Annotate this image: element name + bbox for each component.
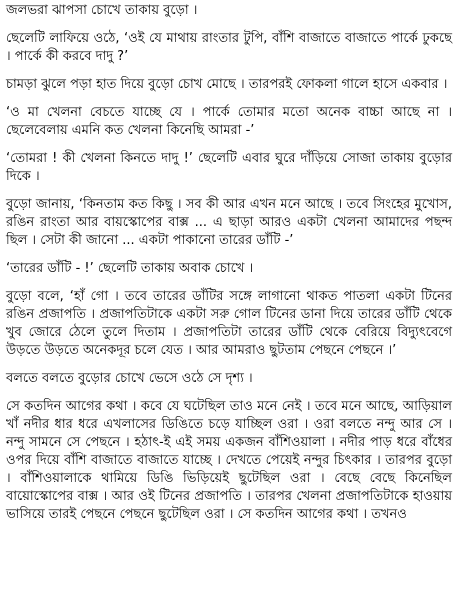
paragraph-8: বুড়ো বলে, ‘হাঁ গো । তবে তারের ডাঁটির সঙ্গে লাগানো থাকত পাতলা একটা টিনের রঙিন প্রজাপতি । প্রজাপতিটাকে একটা সরু গোল টিনের ডানা দিয়ে তারের ডাঁটি থেকে খুব জোরে ঠেলে তুলে দিতাম । প্রজাপতিটা তারের ডাঁটি থেকে বেরিয়ে বিদ্যুৎবেগে উড়তে উড়তে অনেকদূর চলে যেত । আর আমরাও ছুটতাম পেছনে পেছনে ।’ <box>6 289 452 358</box>
paragraph-5: ‘তোমরা ! কী খেলনা কিনতে দাদু !’ ছেলেটি এবার ঘুরে দাঁড়িয়ে সোজা তাকায় বুড়োর দিকে । <box>6 151 452 184</box>
paragraph-4: ‘ও মা খেলনা বেচতে যাচ্ছে যে । পার্কে তোমার মতো অনেক বাচ্চা আছে না । ছেলেবেলায় এমনি কত খেলনা কিনেছি আমরা -’ <box>6 105 452 138</box>
paragraph-9: বলতে বলতে বুড়োর চোখে ভেসে ওঠে সে দৃশ্য । <box>6 371 253 386</box>
paragraph-10: সে কতদিন আগের কথা । কবে যে ঘটেছিল তাও মনে নেই । তবে মনে আছে, আড়িয়াল খাঁ নদীর ধার ধরে এখলাসের ডিঙিতে চড়ে যাচ্ছিল ওরা । ওরা বলতে নন্দু আর সে । নন্দু সামনে সে পেছনে । হঠাৎ-ই এই সময় একজন বাঁশিওয়ালা । নদীর পাড় ধরে বাঁধের ওপর দিয়ে বাঁশি বাজাতে বাজাতে যাচ্ছে । দেখতে পেয়েই নন্দুর চিৎকার । তারপর বুড়ো । বাঁশিওয়ালাকে থামিয়ে ডিঙি ভিড়িয়েই ছুটেছিল ওরা । বেছে বেছে কিনেছিল বায়োস্কোপের বাক্স । আর ওই টিনের প্রজাপতি । তারপর খেলনা প্রজাপতিটাকে হাওয়ায় ভাসিয়ে তারই পেছনে পেছনে ছুটেছিল ওরা । সে কতদিন আগের কথা । তখনও <box>6 399 452 522</box>
paragraph-6: বুড়ো জানায়, ‘কিনতাম কত কিছু । সব কী আর এখন মনে আছে । তবে সিংহের মুখোস, রঙিন রাংতা আর বায়স্কোপের বাক্স ... এ ছাড়া আরও একটা খেলনা আমাদের পছন্দ ছিল । সেটা কী জানো ... একটা পাকানো তারের ডাঁটি -’ <box>6 197 452 248</box>
paragraph-2: ছেলেটি লাফিয়ে ওঠে, ‘ওই যে মাথায় রাংতার টুপি, বাঁশি বাজাতে বাজাতে পার্কে ঢুকছে । পার্কে কী করবে দাদু ?’ <box>6 31 452 64</box>
paragraph-3: চামড়া ঝুলে পড়া হাত দিয়ে বুড়ো চোখ মোছে । তারপরই ফোকলা গালে হাসে একবার । <box>6 77 448 92</box>
paragraph-1: জলভরা ঝাপসা চোখে তাকায় বুড়ো । <box>6 3 198 18</box>
paragraph-7: ‘তারের ডাঁটি - !’ ছেলেটি তাকায় অবাক চোখে । <box>6 261 254 276</box>
